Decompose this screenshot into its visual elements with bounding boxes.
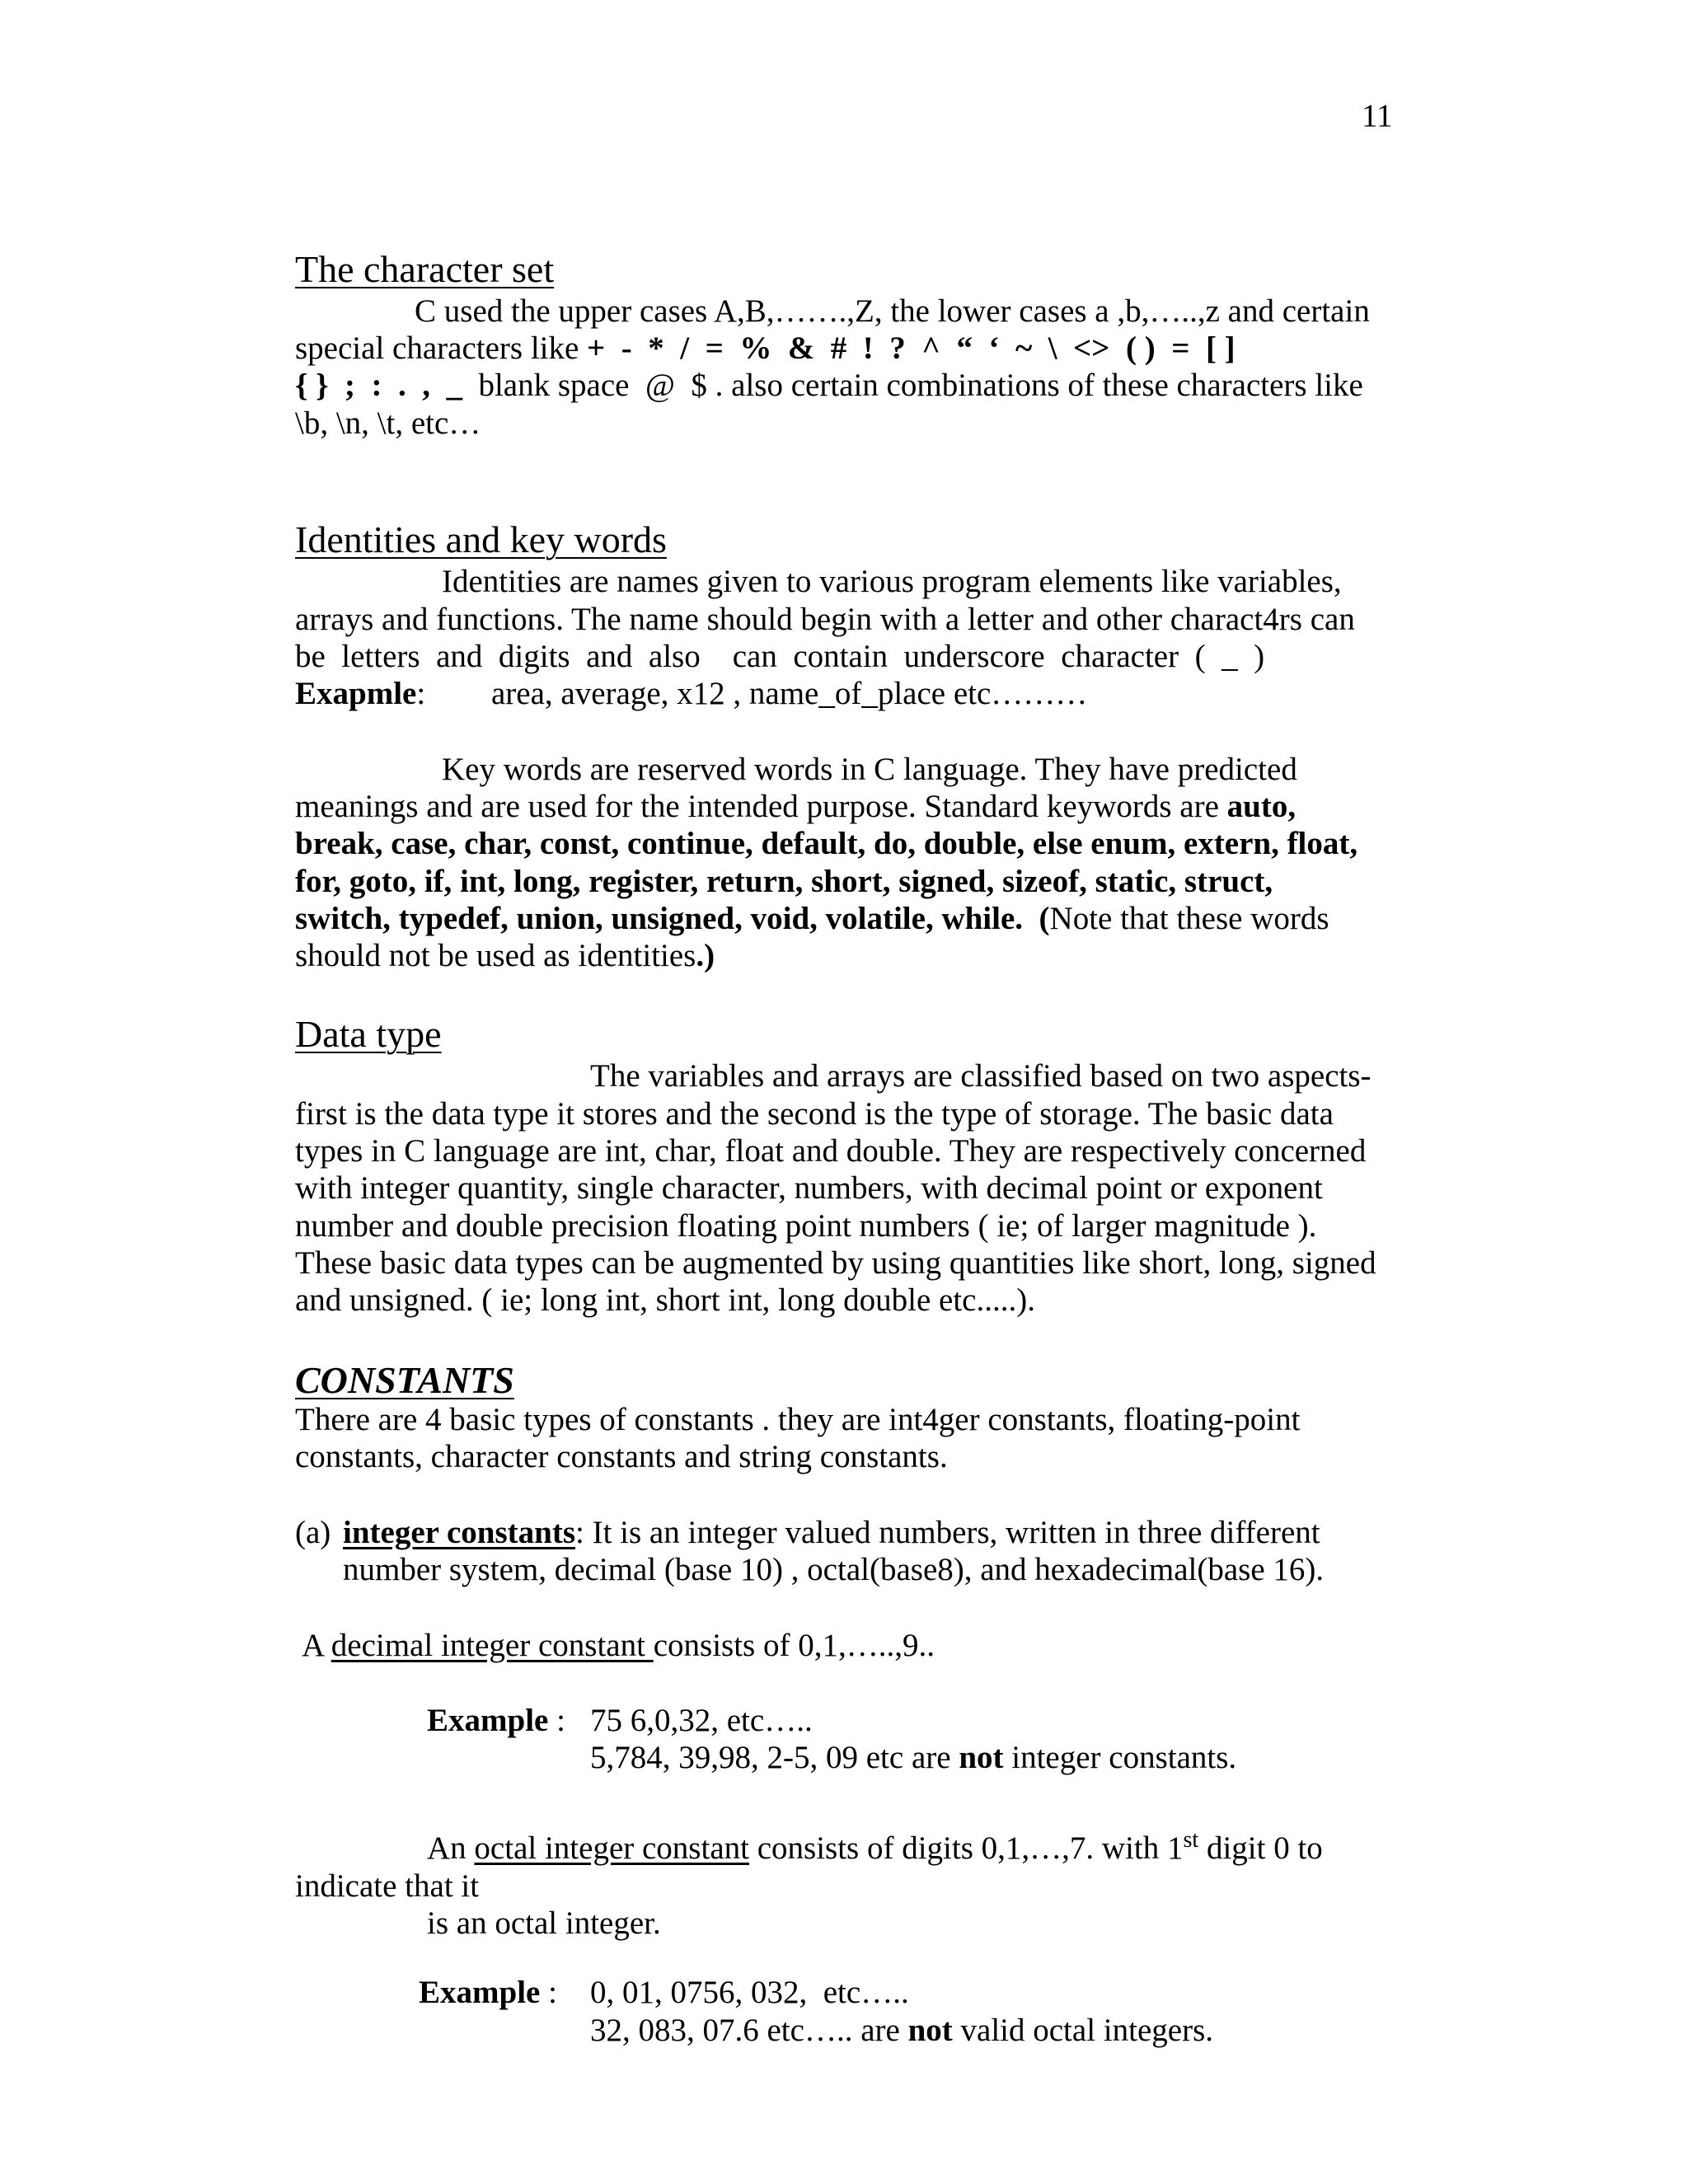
heading-data-type: Data type [295,1013,442,1055]
integer-constants-term: integer constants [343,1515,576,1550]
datatype-line-2: first is the data type it stores and the second is the type of storage. The basic data [295,1096,1334,1132]
identities-line-3: be letters and digits and also can contain underscore character ( _ ) [295,639,1265,674]
datatype-line-5: number and double precision floating point numbers ( ie; of larger magnitude ). [295,1208,1317,1244]
example-1-line-2: 5,784, 39,98, 2-5, 09 etc are not integer constants. [590,1740,1237,1775]
decimal-integer-constant-term: decimal integer constant [331,1628,654,1663]
heading-identities: Identities and key words [295,518,667,560]
heading-character-set: The character set [295,248,555,290]
keywords-line-2: meanings and are used for the intended purpose. Standard keywords are auto, [295,789,1296,824]
special-characters-2: { } ; : . , _ [295,368,462,403]
item-a-line-2: number system, decimal (base 10) , octal(base8), and hexadecimal(base 16). [343,1552,1325,1587]
list-marker-a: (a) [295,1515,331,1550]
identities-line-1: Identities are names given to various program elements like variables, [442,564,1342,599]
octal-definition-line-3: is an octal integer. [427,1905,661,1941]
item-a-line-1: integer constants: It is an integer valued numbers, written in three different [343,1515,1320,1550]
decimal-definition: A decimal integer constant consists of 0,1,…..,9.. [302,1628,935,1663]
constants-line-2: constants, character constants and string constants. [295,1439,948,1474]
datatype-line-6: These basic data types can be augmented by using quantities like short, long, signed [295,1245,1376,1281]
keywords-line-1: Key words are reserved words in C language. They have predicted [442,752,1297,787]
example-2-line-2: 32, 083, 07.6 etc….. are not valid octal integers. [590,2013,1213,2048]
octal-definition-line-1: An octal integer constant consists of digits 0,1,…,7. with 1st digit 0 to [427,1827,1323,1866]
datatype-line-4: with integer quantity, single character, numbers, with decimal point or exponent [295,1170,1323,1206]
example-label: Exapmle [295,676,417,711]
constants-line-1: There are 4 basic types of constants . they are int4ger constants, floating-point [295,1402,1301,1437]
charset-line-4: \b, \n, \t, etc… [295,405,481,441]
charset-line-3: { } ; : . , _ blank space @ $ . also certain combinations of these characters like [295,368,1363,403]
page-number: 11 [1362,98,1393,134]
charset-line-2: special characters like + - * / = % & # ! ? ^ “ ‘ ~ \ <> ( ) = [ ] [295,330,1236,366]
octal-definition-line-2: indicate that it [295,1868,480,1904]
charset-line-1: C used the upper cases A,B,…….,Z, the lower cases a ,b,…..,z and certain [415,293,1370,329]
identities-example-text: area, average, x12 , name_of_place etc……… [491,676,1088,711]
keywords-line-4: for, goto, if, int, long, register, return, short, signed, sizeof, static, struct, [295,864,1273,899]
octal-integer-constant-term: octal integer constant [474,1830,749,1866]
datatype-line-3: types in C language are int, char, float and double. They are respectively concerned [295,1133,1367,1169]
datatype-line-7: and unsigned. ( ie; long int, short int, long double etc.....). [295,1282,1035,1318]
heading-constants: CONSTANTS [295,1359,514,1401]
identities-example: Exapmle: [295,676,426,711]
keywords-line-5: switch, typedef, union, unsigned, void, volatile, while. (Note that these words [295,901,1329,936]
example-1-line-1: 75 6,0,32, etc….. [590,1703,813,1738]
datatype-line-1: The variables and arrays are classified based on two aspects- [590,1058,1372,1094]
keywords-line-3: break, case, char, const, continue, default, do, double, else enum, extern, float, [295,826,1358,861]
special-characters: + - * / = % & # ! ? ^ “ ‘ ~ \ <> ( ) = [ ] [587,330,1236,366]
identities-line-2: arrays and functions. The name should begin with a letter and other charact4rs can [295,602,1355,637]
example-1-label: Example : [427,1703,565,1738]
example-2-line-1: 0, 01, 0756, 032, etc….. [590,1975,909,2010]
example-2-label: Example : [419,1975,557,2010]
keywords-line-6: should not be used as identities.) [295,938,715,973]
